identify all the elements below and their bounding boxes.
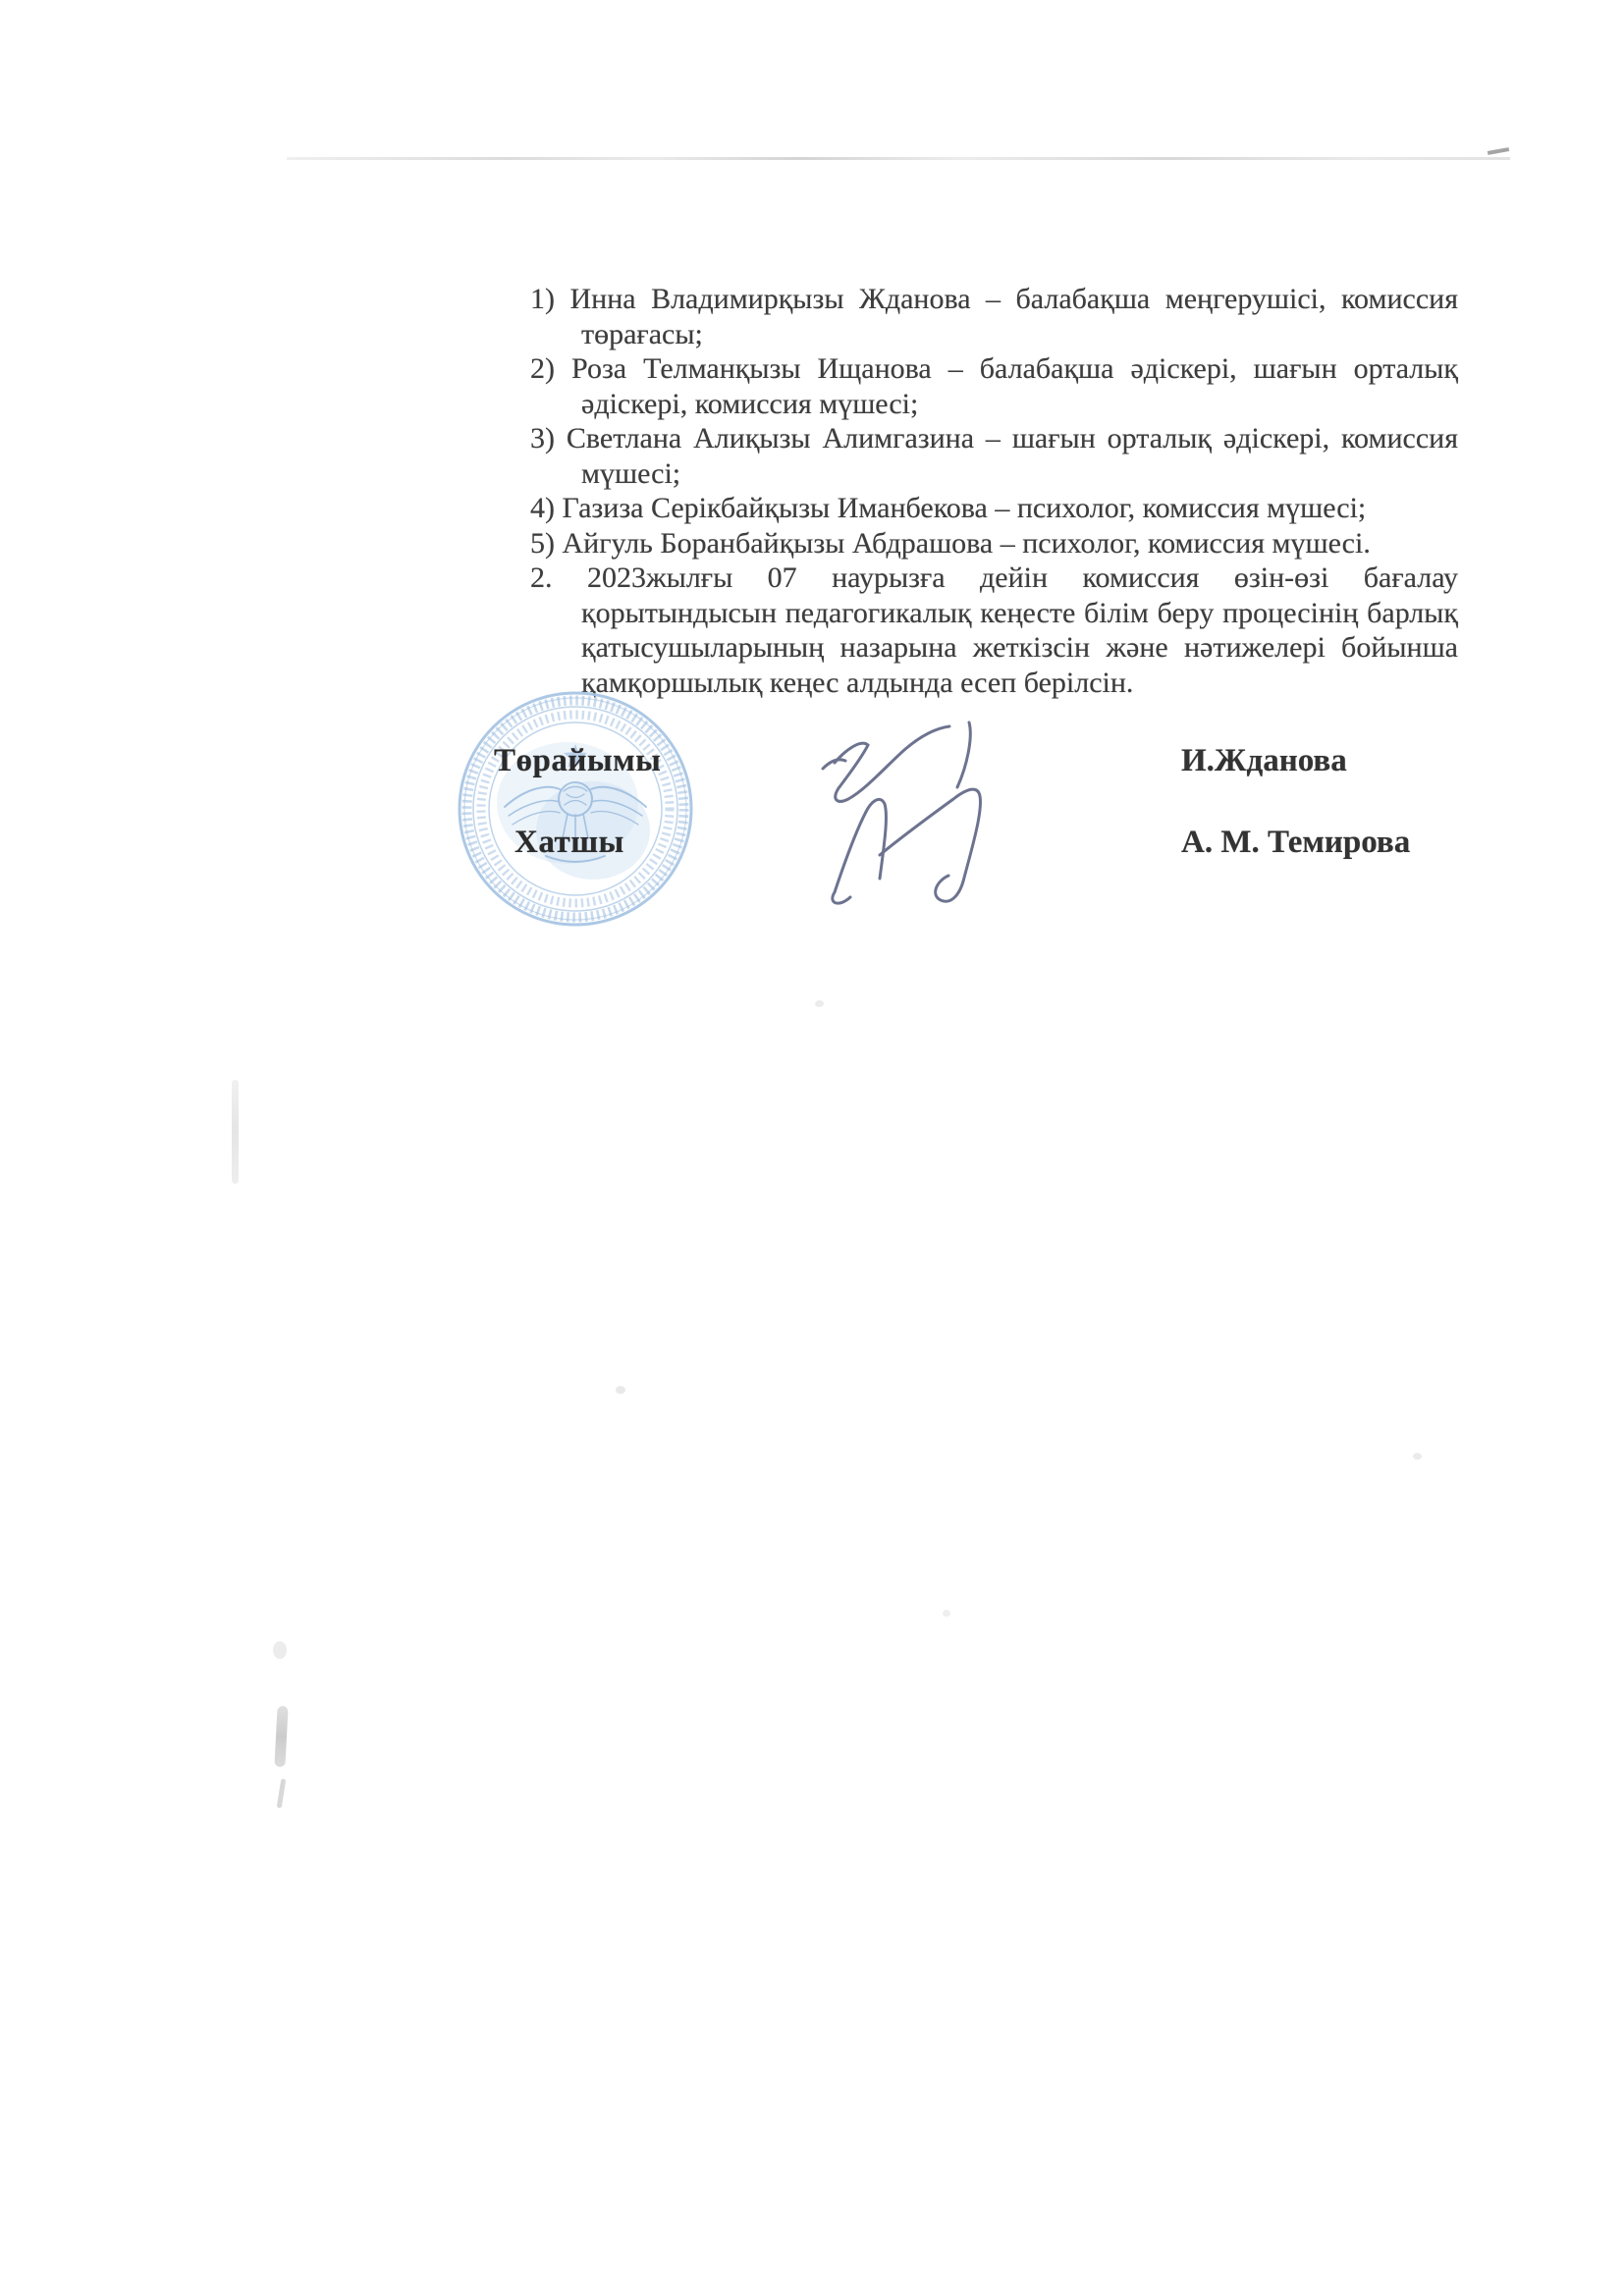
- list-item-marker: 4): [530, 492, 555, 524]
- scan-artifact-smudge: [273, 1641, 287, 1659]
- paragraph-text: 2023жылғы 07 наурызға дейін комиссия өзін-өзі бағалау: [586, 561, 1458, 594]
- list-item-line: мүшесі;: [581, 456, 681, 490]
- scan-artifact-smudge: [277, 1779, 287, 1808]
- list-item-text: Роза Телманқызы Ищанова – балабақша әдіскері, шағын орталық: [571, 352, 1458, 385]
- list-item-text: Айгуль Боранбайқызы Абдрашова – психолог, комиссия мүшесі.: [562, 526, 1371, 560]
- official-seal-stamp: [447, 680, 704, 937]
- list-item-text: Светлана Алиқызы Алимгазина – шағын орталық әдіскері, комиссия: [566, 422, 1459, 454]
- list-item-line: төрағасы;: [581, 317, 703, 350]
- list-item: [530, 351, 1458, 421]
- scan-artifact-smudge: [274, 1706, 288, 1767]
- scan-artifact-line: [287, 157, 1510, 160]
- list-item-line: [530, 491, 1458, 526]
- body-text-block: [530, 282, 1458, 700]
- list-item: [530, 421, 1458, 491]
- list-item: [530, 491, 1458, 526]
- list-item: [530, 526, 1458, 561]
- list-item-line: әдіскері, комиссия мүшесі;: [581, 387, 919, 420]
- secretary-signature: [833, 789, 981, 903]
- secretary-role-label: Хатшы: [514, 825, 624, 860]
- paragraph-line: қатысушыларының назарына жеткізсін және нәтижелері бойынша: [581, 631, 1458, 664]
- list-item-line: [530, 351, 1458, 387]
- list-item-marker: 3): [530, 422, 555, 454]
- list-item-line: [530, 526, 1458, 561]
- list-item-line: [530, 282, 1458, 317]
- paragraph-line: қамқоршылық кеңес алдында есеп берілсін.: [581, 666, 1134, 699]
- resolution-paragraph: [530, 561, 1458, 700]
- list-item-marker: 2): [530, 352, 555, 385]
- scan-artifact-smudge: [232, 1080, 239, 1184]
- paragraph-line: [530, 561, 1458, 596]
- list-item-text: Инна Владимирқызы Жданова – балабақша меңгерушісі, комиссия: [569, 283, 1458, 315]
- list-item-text: Газиза Серікбайқызы Иманбекова – психолог, комиссия мүшесі;: [562, 492, 1367, 524]
- scan-artifact-speck: [616, 1386, 625, 1394]
- secretary-name: А. М. Темирова: [1181, 825, 1411, 860]
- chair-signature: [823, 722, 970, 801]
- scan-artifact-speck: [1413, 1453, 1422, 1460]
- scan-artifact-speck: [815, 1000, 824, 1007]
- handwritten-signatures: [805, 690, 1011, 916]
- list-item-marker: 5): [530, 526, 555, 560]
- list-item-marker: 1): [530, 283, 555, 315]
- paragraph-marker: 2.: [530, 561, 553, 594]
- chair-name: И.Жданова: [1181, 743, 1347, 778]
- list-item: [530, 282, 1458, 351]
- chair-role-label: Төрайымы: [494, 743, 662, 778]
- scan-artifact-tick: [1488, 147, 1509, 155]
- list-item-line: [530, 421, 1459, 456]
- paragraph-line: қорытындысын педагогикалық кеңесте білім беру процесінің барлық: [581, 596, 1458, 629]
- scan-artifact-speck: [943, 1610, 950, 1617]
